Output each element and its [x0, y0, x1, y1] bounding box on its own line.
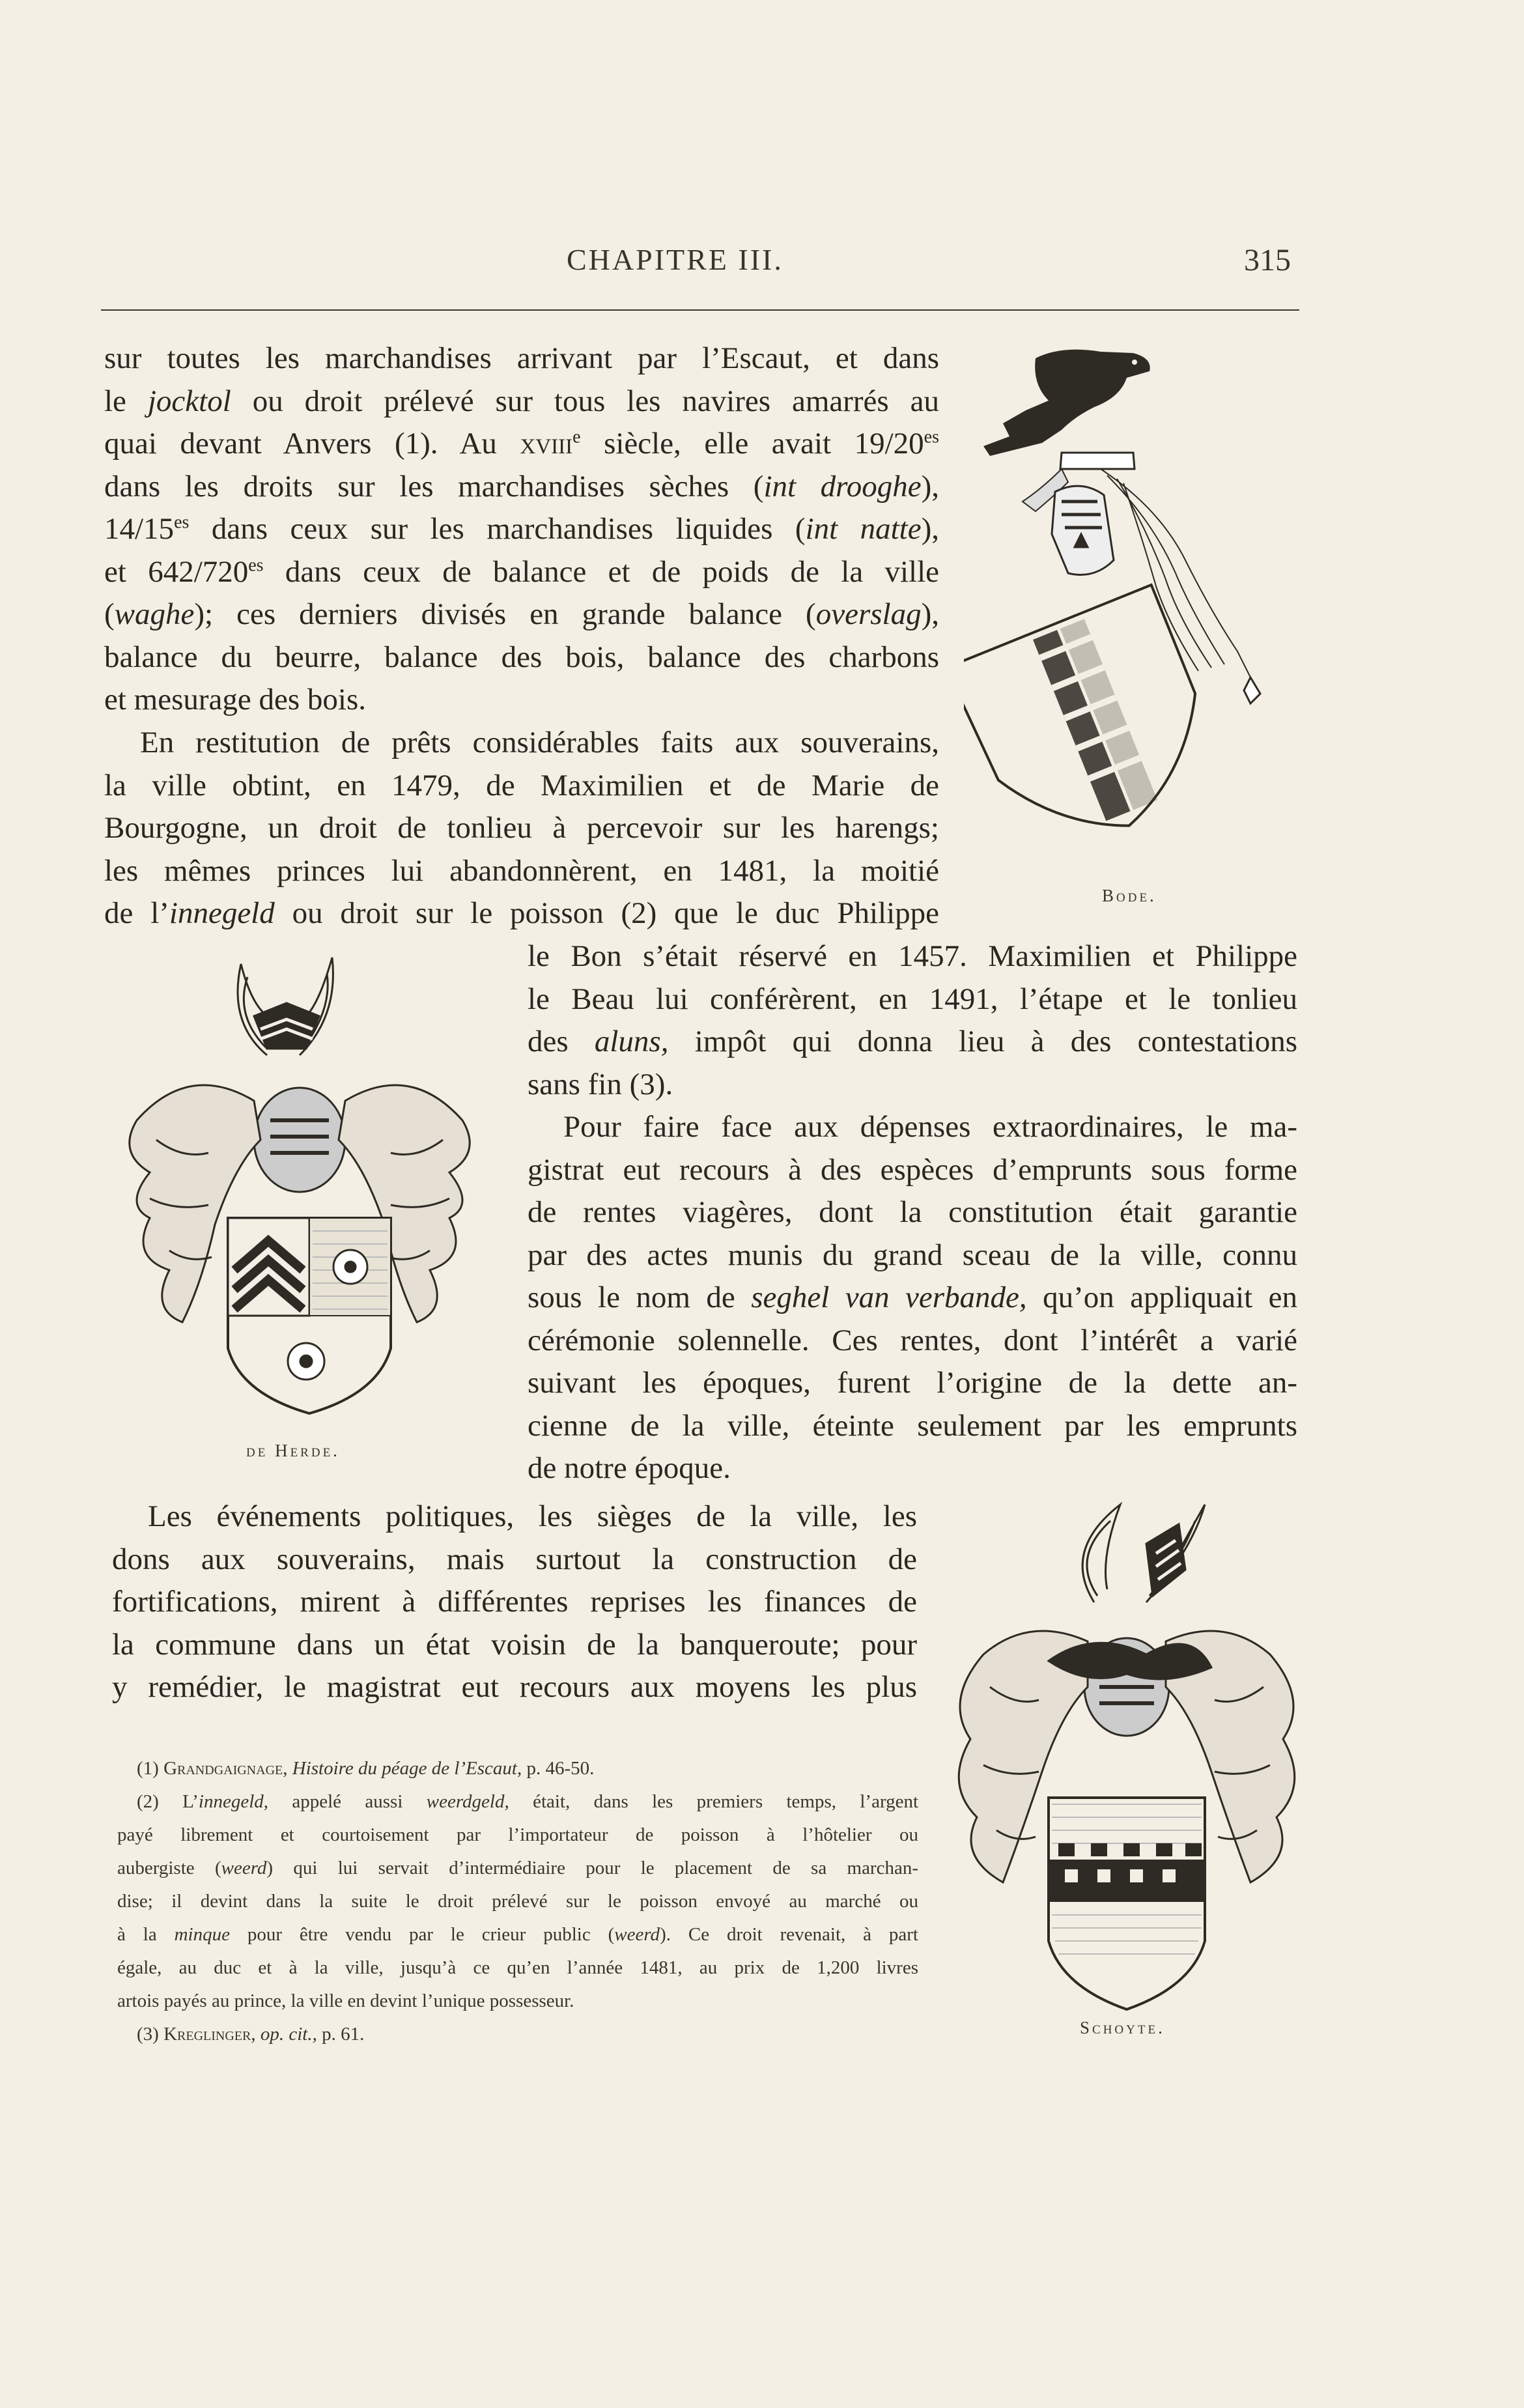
de-herde-rose-icon [333, 1250, 367, 1284]
paragraph-4 [112, 1495, 917, 1709]
paragraph-1 [104, 337, 939, 722]
bode-wreath-icon [1060, 453, 1135, 469]
text-line: des aluns, impôt qui donna lieu à des contestations [528, 1025, 1297, 1058]
footnote-2-cont: artois payés au prince, la ville en devint l’unique possesseur. [117, 1990, 574, 2011]
text-line: cérémonie solennelle. Ces rentes, dont l’intérêt a varié [528, 1323, 1297, 1357]
text-line: fortifications, mirent à différentes reprises les finances de [112, 1585, 917, 1619]
de-herde-coat-of-arms [111, 944, 501, 1439]
text-line: y remédier, le magistrat eut recours aux moyens les plus [112, 1670, 917, 1704]
text-line: de rentes viagères, dont la constitution était garantie [528, 1195, 1297, 1229]
text-line: la ville obtint, en 1479, de Maximilien et de Marie de [104, 768, 939, 802]
paragraph-2 [104, 722, 939, 935]
de-herde-shield-icon [228, 1218, 391, 1413]
schoyte-shield-icon [1049, 1798, 1205, 2009]
text-line: de notre époque. [528, 1451, 731, 1485]
header-rule [101, 309, 1299, 311]
caption-bode: Bode. [1102, 886, 1157, 905]
text-line: sans fin (3). [528, 1067, 673, 1101]
text-line: Pour faire face aux dépenses extraordinaires, le ma- [563, 1110, 1297, 1144]
footnote-2-cont: payé librement et courtoisement par l’importateur de poisson à l’hôtelier ou [117, 1824, 918, 1845]
chapter-heading: CHAPITRE III. [567, 243, 783, 276]
text-line: de l’innegeld ou droit sur le poisson (2) que le duc Philippe [104, 896, 939, 930]
text-line: dans les droits sur les marchandises sèches (int drooghe), [104, 469, 939, 503]
footnote-3: (3) Kreglinger, op. cit., p. 61. [137, 2024, 365, 2045]
text-line: les mêmes princes lui abandonnèrent, en 1481, la moitié [104, 853, 939, 888]
footnote-2-cont: aubergiste (weerd) qui lui servait d’intermédiaire pour le placement de sa marchan- [117, 1858, 918, 1878]
text-line: gistrat eut recours à des espèces d’emprunts sous forme [528, 1152, 1297, 1187]
text-line: Bourgogne, un droit de tonlieu à percevoir sur les harengs; [104, 811, 939, 845]
text-line: (waghe); ces derniers divisés en grande balance (overslag), [104, 597, 939, 631]
text-line: quai devant Anvers (1). Au xviii$^e$ siècle, elle avait $19/20^{es}$ [104, 427, 939, 460]
text-line: la commune dans un état voisin de la banqueroute; pour [112, 1627, 917, 1662]
footnote-1: (1) Grandgaignage, Histoire du péage de l’Escaut, p. 46-50. [137, 1758, 595, 1779]
text-line: et mesurage des bois. [104, 683, 367, 716]
text-line: En restitution de prêts considérables faits aux souverains, [140, 726, 939, 759]
footnotes [117, 1752, 918, 2051]
text-line: dons aux souverains, mais surtout la construction de [112, 1542, 917, 1576]
caption-de-herde: de Herde. [246, 1441, 340, 1460]
bode-crest-animal-icon [983, 350, 1150, 456]
de-herde-rose-icon [288, 1343, 324, 1380]
footnote-2-cont: dise; il devint dans la suite le droit prélevé sur le poisson envoyé au marché ou [117, 1891, 918, 1912]
de-herde-crest-wings-icon [238, 957, 333, 1055]
bode-coat-of-arms [964, 339, 1303, 879]
schoyte-crest-wings-icon [1082, 1505, 1205, 1602]
text-line: balance du beurre, balance des bois, balance des charbons [104, 640, 939, 674]
text-line: par des actes munis du grand sceau de la ville, connu [528, 1238, 1297, 1272]
text-line: sur toutes les marchandises arrivant par l’Escaut, et dans [104, 341, 939, 375]
text-line: et $642/720^{es}$ dans ceux de balance et de poids de la ville [104, 554, 939, 589]
footnote-2-cont: à la minque pour être vendu par le crieur public (weerd). Ce droit revenait, à part [117, 1924, 918, 1945]
de-herde-helm-icon [254, 1088, 345, 1192]
bode-shield-icon [964, 585, 1232, 867]
paragraph-3 [528, 935, 1297, 1490]
text-line: le jocktol ou droit prélevé sur tous les navires amarrés au [104, 384, 939, 418]
caption-schoyte: Schoyte. [1080, 2018, 1165, 2037]
page-number: 315 [1244, 243, 1291, 277]
text-line: le Beau lui conférèrent, en 1491, l’étape et le tonlieu [528, 982, 1297, 1016]
text-line: le Bon s’était réservé en 1457. Maximilien et Philippe [528, 939, 1297, 973]
text-line: $14/15^{es}$ dans ceux sur les marchandises liquides (int natte), [104, 512, 940, 546]
text-line: suivant les époques, furent l’origine de la dette an- [528, 1366, 1297, 1400]
schoyte-coat-of-arms [931, 1492, 1322, 2032]
text-line: cienne de la ville, éteinte seulement par les emprunts [528, 1408, 1297, 1443]
bode-helm-icon [1052, 486, 1114, 574]
text-line: sous le nom de seghel van verbande, qu’on appliquait en [528, 1281, 1298, 1314]
text-line: Les événements politiques, les sièges de la ville, les [148, 1499, 917, 1533]
footnote-2-cont: égale, au duc et à la ville, jusqu’à ce qu’en l’année 1481, au prix de 1,200 livres [117, 1957, 918, 1978]
footnote-2: (2) L’innegeld, appelé aussi weerdgeld, était, dans les premiers temps, l’argent [137, 1791, 919, 1812]
